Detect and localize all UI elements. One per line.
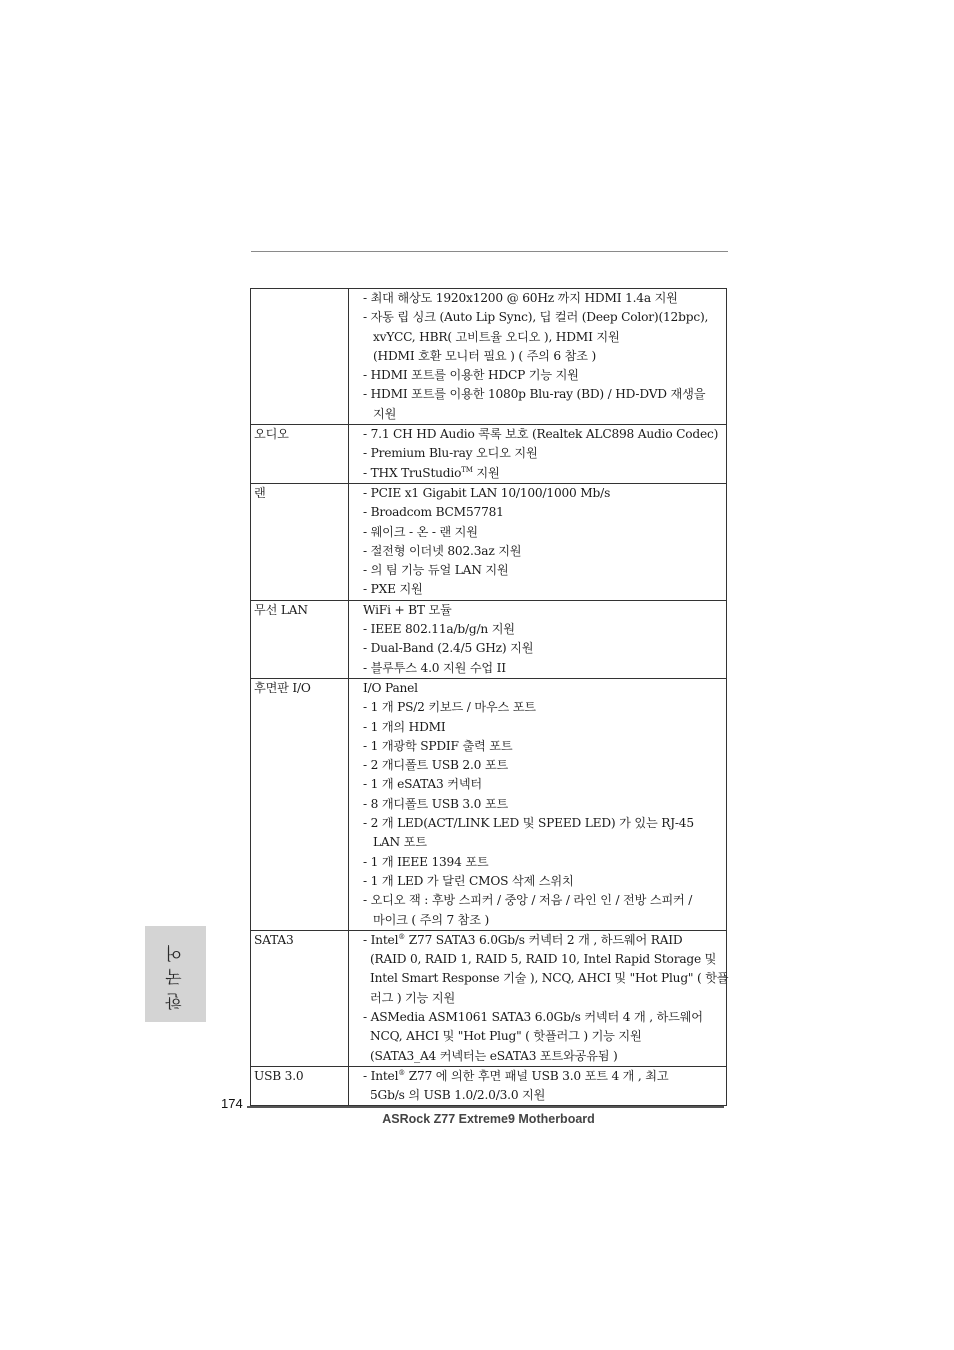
spec-row-hdmi xyxy=(251,289,727,425)
spec-line: - 오디오 잭 : 후방 스피커 / 중앙 / 저음 / 라인 인 / 전방 스피커 / xyxy=(363,893,693,908)
spec-line: - 1 개 LED 가 달린 CMOS 삭제 스위치 xyxy=(363,873,574,888)
spec-line: 5Gb/s 의 USB 1.0/2.0/3.0 지원 xyxy=(370,1088,546,1103)
spec-line: Intel Smart Response 기술 ), NCQ, AHCI 및 "Hot Plug" ( 핫플 xyxy=(370,971,729,986)
spec-line: - 7.1 CH HD Audio 콕록 보호 (Realtek ALC898 Audio Codec) xyxy=(363,427,719,442)
spec-line: LAN 포트 xyxy=(373,835,427,850)
spec-line: - 자동 립 싱크 (Auto Lip Sync), 딥 컬러 (Deep Color)(12bpc), xyxy=(363,310,709,325)
spec-value xyxy=(349,483,727,600)
spec-line: (SATA3_A4 커넥터는 eSATA3 포트와공유됨 ) xyxy=(370,1048,618,1063)
spec-row-wireless-lan xyxy=(251,600,727,678)
spec-line xyxy=(363,464,726,483)
spec-line: - 1 개 IEEE 1394 포트 xyxy=(363,854,489,869)
spec-line xyxy=(363,1067,726,1086)
spec-table xyxy=(250,288,727,1106)
spec-line: - 1 개 PS/2 키보드 / 마우스 포트 xyxy=(363,700,536,715)
spec-line: - Premium Blu-ray 오디오 지원 xyxy=(363,446,538,461)
spec-row-usb3 xyxy=(251,1066,727,1106)
spec-line: - 절전형 이더넷 802.3az 지원 xyxy=(363,543,522,558)
spec-line-text: Z77 에 의한 후면 패널 USB 3.0 포트 4 개 , 최고 xyxy=(405,1068,669,1083)
top-rule xyxy=(251,251,728,252)
spec-value xyxy=(349,600,727,678)
spec-line: - 블루투스 4.0 지원 수업 II xyxy=(363,660,506,675)
spec-line: 러그 ) 기능 지원 xyxy=(370,990,456,1005)
spec-line: - HDMI 포트를 이용한 HDCP 기능 지원 xyxy=(363,368,579,383)
spec-line: - 웨이크 - 온 - 랜 지원 xyxy=(363,524,478,539)
spec-line: - 의 팀 기능 듀얼 LAN 지원 xyxy=(363,563,509,578)
language-side-tab xyxy=(145,926,206,1022)
spec-line: - 2 개디폴트 USB 2.0 포트 xyxy=(363,758,509,773)
spec-line: - 8 개디폴트 USB 3.0 포트 xyxy=(363,796,509,811)
spec-row-sata3 xyxy=(251,930,727,1066)
spec-line: - 1 개 eSATA3 커넥터 xyxy=(363,777,482,792)
spec-label: 후면판 I/O xyxy=(251,678,349,930)
spec-line: - Broadcom BCM57781 xyxy=(363,505,504,520)
spec-line: - PXE 지원 xyxy=(363,582,423,597)
spec-row-audio xyxy=(251,425,727,484)
bottom-rule xyxy=(247,1106,724,1108)
spec-line: - Dual-Band (2.4/5 GHz) 지원 xyxy=(363,641,534,656)
spec-label: USB 3.0 xyxy=(251,1066,349,1106)
spec-line: (HDMI 호환 모니터 필요 ) ( 주의 6 참조 ) xyxy=(373,348,597,363)
spec-line: - IEEE 802.11a/b/g/n 지원 xyxy=(363,622,515,637)
language-tab-label: 한국어 xyxy=(166,938,186,1010)
spec-line-text: - THX TruStudio xyxy=(363,465,462,480)
trademark-mark: TM xyxy=(461,465,473,474)
spec-line: - HDMI 포트를 이용한 1080p Blu-ray (BD) / HD-DVD 재생을 xyxy=(363,387,706,402)
spec-value xyxy=(349,425,727,484)
spec-line: xvYCC, HBR( 고비트율 오디오 ), HDMI 지원 xyxy=(373,329,620,344)
spec-line: - 1 개광학 SPDIF 출력 포트 xyxy=(363,738,513,753)
spec-line-text: Z77 SATA3 6.0Gb/s 커넥터 2 개 , 하드웨어 RAID xyxy=(405,932,683,947)
spec-value xyxy=(349,1066,727,1106)
spec-line: WiFi + BT 모듈 xyxy=(363,602,452,617)
spec-line: - ASMedia ASM1061 SATA3 6.0Gb/s 커넥터 4 개 , 하드웨어 xyxy=(363,1009,703,1024)
spec-line: 지원 xyxy=(373,406,397,421)
spec-row-lan xyxy=(251,483,727,600)
registered-mark: ® xyxy=(398,932,406,941)
footer-title: ASRock Z77 Extreme9 Motherboard xyxy=(382,1112,595,1126)
spec-line: (RAID 0, RAID 1, RAID 5, RAID 10, Intel Rapid Storage 및 xyxy=(370,952,717,967)
page-number: 174 xyxy=(221,1096,243,1111)
spec-line: 마이크 ( 주의 7 참조 ) xyxy=(373,912,490,927)
registered-mark: ® xyxy=(398,1068,406,1077)
spec-label: 무선 LAN xyxy=(251,600,349,678)
spec-line: - PCIE x1 Gigabit LAN 10/100/1000 Mb/s xyxy=(363,485,611,500)
spec-line: - 2 개 LED(ACT/LINK LED 및 SPEED LED) 가 있는 RJ-45 xyxy=(363,816,694,831)
spec-value xyxy=(349,678,727,930)
spec-line xyxy=(363,931,726,950)
spec-label xyxy=(251,289,349,425)
spec-line: - 최대 해상도 1920x1200 @ 60Hz 까지 HDMI 1.4a 지원 xyxy=(363,291,678,305)
spec-label: 랜 xyxy=(251,483,349,600)
spec-line: - 1 개의 HDMI xyxy=(363,719,446,734)
spec-label: 오디오 xyxy=(251,425,349,484)
spec-line-text: 지원 xyxy=(476,465,500,480)
spec-row-rear-io xyxy=(251,678,727,930)
spec-line: NCQ, AHCI 및 "Hot Plug" ( 핫플러그 ) 기능 지원 xyxy=(370,1029,642,1044)
spec-line-text: - Intel xyxy=(363,1068,399,1083)
spec-line: I/O Panel xyxy=(363,680,418,695)
spec-value xyxy=(349,289,727,425)
spec-value xyxy=(349,930,727,1066)
spec-line-text: - Intel xyxy=(363,932,399,947)
spec-label: SATA3 xyxy=(251,930,349,1066)
